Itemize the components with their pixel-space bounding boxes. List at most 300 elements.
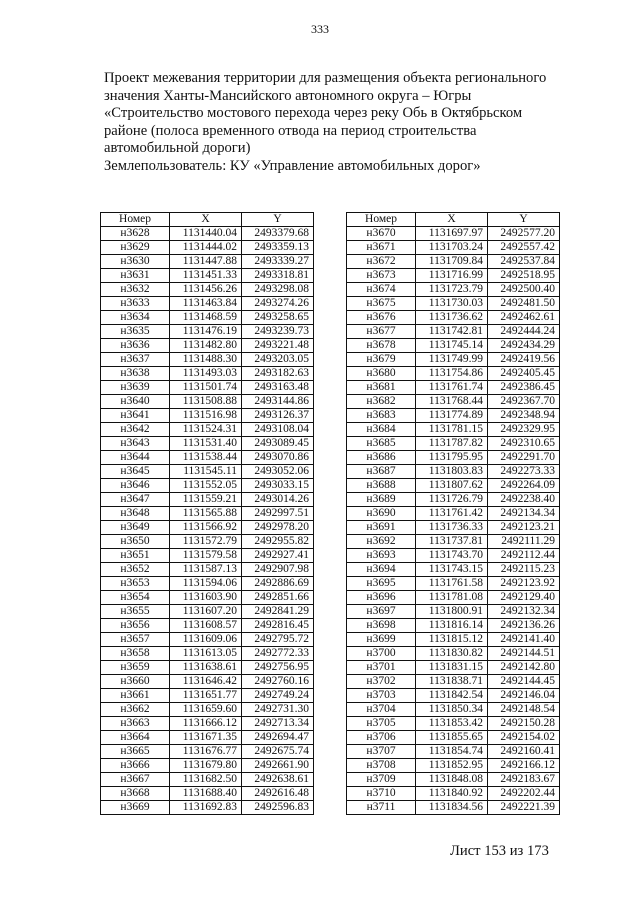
cell-y: 2492144.45	[488, 675, 560, 689]
table-row	[347, 563, 560, 577]
coordinates-table-left	[100, 212, 314, 815]
cell-point-number: н3686	[347, 451, 416, 465]
cell-point-number: н3681	[347, 381, 416, 395]
cell-x: 1131545.11	[170, 465, 242, 479]
cell-x: 1131607.20	[170, 605, 242, 619]
cell-y: 2492367.70	[488, 395, 560, 409]
table-row	[347, 619, 560, 633]
cell-point-number: н3671	[347, 241, 416, 255]
cell-y: 2492760.16	[242, 675, 314, 689]
cell-x: 1131493.03	[170, 367, 242, 381]
table-row	[347, 353, 560, 367]
cell-x: 1131516.98	[170, 409, 242, 423]
cell-y: 2492141.40	[488, 633, 560, 647]
cell-x: 1131482.80	[170, 339, 242, 353]
cell-point-number: н3632	[101, 283, 170, 297]
cell-point-number: н3674	[347, 283, 416, 297]
cell-y: 2492851.66	[242, 591, 314, 605]
cell-y: 2493014.26	[242, 493, 314, 507]
document-heading	[104, 70, 574, 176]
cell-y: 2493298.08	[242, 283, 314, 297]
cell-x: 1131838.71	[416, 675, 488, 689]
cell-y: 2492713.34	[242, 717, 314, 731]
cell-point-number: н3693	[347, 549, 416, 563]
cell-x: 1131781.15	[416, 423, 488, 437]
cell-point-number: н3638	[101, 367, 170, 381]
table-row	[101, 437, 314, 451]
cell-point-number: н3646	[101, 479, 170, 493]
cell-y: 2492123.92	[488, 577, 560, 591]
cell-y: 2492955.82	[242, 535, 314, 549]
cell-x: 1131468.59	[170, 311, 242, 325]
table-row	[347, 437, 560, 451]
cell-point-number: н3673	[347, 269, 416, 283]
cell-y: 2492146.04	[488, 689, 560, 703]
heading-line: районе (полоса временного отвода на период строительства	[104, 122, 477, 139]
cell-x: 1131659.60	[170, 703, 242, 717]
cell-x: 1131754.86	[416, 367, 488, 381]
table-row	[347, 661, 560, 675]
cell-point-number: н3659	[101, 661, 170, 675]
cell-point-number: н3691	[347, 521, 416, 535]
cell-y: 2493182.63	[242, 367, 314, 381]
cell-x: 1131726.79	[416, 493, 488, 507]
table-row	[347, 381, 560, 395]
cell-point-number: н3657	[101, 633, 170, 647]
cell-point-number: н3629	[101, 241, 170, 255]
cell-point-number: н3702	[347, 675, 416, 689]
cell-y: 2492616.48	[242, 787, 314, 801]
cell-point-number: н3670	[347, 227, 416, 241]
cell-y: 2492221.39	[488, 801, 560, 815]
cell-y: 2492264.09	[488, 479, 560, 493]
table-row	[347, 689, 560, 703]
cell-x: 1131646.42	[170, 675, 242, 689]
cell-y: 2493339.27	[242, 255, 314, 269]
cell-x: 1131761.58	[416, 577, 488, 591]
table-row	[101, 367, 314, 381]
cell-y: 2492183.67	[488, 773, 560, 787]
cell-point-number: н3654	[101, 591, 170, 605]
cell-x: 1131444.02	[170, 241, 242, 255]
cell-y: 2493108.04	[242, 423, 314, 437]
cell-x: 1131761.42	[416, 507, 488, 521]
cell-point-number: н3711	[347, 801, 416, 815]
table-row	[101, 479, 314, 493]
table-row	[101, 409, 314, 423]
cell-x: 1131538.44	[170, 451, 242, 465]
cell-point-number: н3641	[101, 409, 170, 423]
cell-y: 2492273.33	[488, 465, 560, 479]
cell-y: 2492115.23	[488, 563, 560, 577]
cell-y: 2493033.15	[242, 479, 314, 493]
cell-y: 2492997.51	[242, 507, 314, 521]
cell-x: 1131697.97	[416, 227, 488, 241]
cell-y: 2492386.45	[488, 381, 560, 395]
table-row	[347, 745, 560, 759]
cell-y: 2492661.90	[242, 759, 314, 773]
cell-x: 1131572.79	[170, 535, 242, 549]
table-row	[347, 633, 560, 647]
cell-y: 2493359.13	[242, 241, 314, 255]
cell-point-number: н3628	[101, 227, 170, 241]
cell-y: 2492148.54	[488, 703, 560, 717]
sheet-label: Лист 153 из 173	[450, 843, 549, 859]
table-row	[347, 297, 560, 311]
cell-x: 1131594.06	[170, 577, 242, 591]
cell-y: 2492434.29	[488, 339, 560, 353]
header-y: Y	[488, 213, 560, 227]
table-row	[347, 339, 560, 353]
table-row	[347, 591, 560, 605]
cell-y: 2492756.95	[242, 661, 314, 675]
table-row	[347, 675, 560, 689]
table-row	[347, 451, 560, 465]
cell-point-number: н3653	[101, 577, 170, 591]
cell-x: 1131566.92	[170, 521, 242, 535]
cell-x: 1131682.50	[170, 773, 242, 787]
table-row	[347, 241, 560, 255]
cell-y: 2492841.29	[242, 605, 314, 619]
cell-y: 2492142.80	[488, 661, 560, 675]
cell-x: 1131451.33	[170, 269, 242, 283]
cell-x: 1131565.88	[170, 507, 242, 521]
cell-point-number: н3690	[347, 507, 416, 521]
table-row	[101, 689, 314, 703]
cell-point-number: н3663	[101, 717, 170, 731]
table-row	[347, 409, 560, 423]
table-row	[347, 227, 560, 241]
cell-y: 2492444.24	[488, 325, 560, 339]
table-row	[347, 269, 560, 283]
cell-y: 2492134.34	[488, 507, 560, 521]
table-row	[101, 591, 314, 605]
table-row	[101, 353, 314, 367]
cell-point-number: н3700	[347, 647, 416, 661]
table-row	[101, 325, 314, 339]
cell-y: 2492310.65	[488, 437, 560, 451]
cell-x: 1131761.74	[416, 381, 488, 395]
table-row	[347, 717, 560, 731]
cell-x: 1131552.05	[170, 479, 242, 493]
cell-x: 1131679.80	[170, 759, 242, 773]
table-row	[347, 325, 560, 339]
cell-y: 2493163.48	[242, 381, 314, 395]
cell-x: 1131608.57	[170, 619, 242, 633]
cell-x: 1131852.95	[416, 759, 488, 773]
table-row	[101, 381, 314, 395]
cell-x: 1131676.77	[170, 745, 242, 759]
table-row	[347, 423, 560, 437]
cell-point-number: н3698	[347, 619, 416, 633]
cell-x: 1131816.14	[416, 619, 488, 633]
cell-point-number: н3701	[347, 661, 416, 675]
cell-y: 2493052.06	[242, 465, 314, 479]
cell-x: 1131800.91	[416, 605, 488, 619]
cell-x: 1131613.05	[170, 647, 242, 661]
cell-point-number: н3631	[101, 269, 170, 283]
cell-y: 2492419.56	[488, 353, 560, 367]
table-row	[101, 241, 314, 255]
cell-point-number: н3635	[101, 325, 170, 339]
cell-x: 1131587.13	[170, 563, 242, 577]
heading-line: значения Ханты-Мансийского автономного округа – Югры	[104, 87, 472, 104]
cell-y: 2492638.61	[242, 773, 314, 787]
cell-point-number: н3643	[101, 437, 170, 451]
table-row	[347, 283, 560, 297]
cell-point-number: н3695	[347, 577, 416, 591]
table-row	[101, 577, 314, 591]
cell-x: 1131842.54	[416, 689, 488, 703]
cell-x: 1131524.31	[170, 423, 242, 437]
cell-y: 2492462.61	[488, 311, 560, 325]
cell-point-number: н3656	[101, 619, 170, 633]
table-row	[101, 717, 314, 731]
table-row	[101, 507, 314, 521]
cell-x: 1131579.58	[170, 549, 242, 563]
cell-point-number: н3636	[101, 339, 170, 353]
cell-x: 1131559.21	[170, 493, 242, 507]
cell-y: 2492348.94	[488, 409, 560, 423]
table-row	[347, 521, 560, 535]
header-y: Y	[242, 213, 314, 227]
cell-point-number: н3655	[101, 605, 170, 619]
cell-y: 2492518.95	[488, 269, 560, 283]
table-row	[101, 647, 314, 661]
header-x: X	[170, 213, 242, 227]
cell-y: 2493379.68	[242, 227, 314, 241]
cell-x: 1131730.03	[416, 297, 488, 311]
cell-point-number: н3708	[347, 759, 416, 773]
cell-x: 1131508.88	[170, 395, 242, 409]
cell-x: 1131853.42	[416, 717, 488, 731]
cell-point-number: н3630	[101, 255, 170, 269]
table-row	[347, 493, 560, 507]
cell-point-number: н3665	[101, 745, 170, 759]
cell-x: 1131531.40	[170, 437, 242, 451]
table-row	[101, 465, 314, 479]
cell-x: 1131688.40	[170, 787, 242, 801]
cell-point-number: н3677	[347, 325, 416, 339]
cell-point-number: н3669	[101, 801, 170, 815]
cell-point-number: н3645	[101, 465, 170, 479]
table-row	[101, 619, 314, 633]
table-row	[347, 311, 560, 325]
cell-x: 1131723.79	[416, 283, 488, 297]
cell-x: 1131638.61	[170, 661, 242, 675]
table-row	[101, 423, 314, 437]
table-row	[101, 605, 314, 619]
cell-x: 1131815.12	[416, 633, 488, 647]
cell-x: 1131609.06	[170, 633, 242, 647]
table-row	[101, 549, 314, 563]
cell-x: 1131447.88	[170, 255, 242, 269]
cell-y: 2493144.86	[242, 395, 314, 409]
table-row	[101, 703, 314, 717]
header-number: Номер	[347, 213, 416, 227]
cell-y: 2493070.86	[242, 451, 314, 465]
cell-point-number: н3661	[101, 689, 170, 703]
cell-point-number: н3662	[101, 703, 170, 717]
table-header-row	[347, 213, 560, 227]
heading-line: автомобильной дороги)	[104, 140, 251, 157]
cell-x: 1131807.62	[416, 479, 488, 493]
cell-y: 2492132.34	[488, 605, 560, 619]
cell-x: 1131854.74	[416, 745, 488, 759]
cell-point-number: н3676	[347, 311, 416, 325]
cell-point-number: н3660	[101, 675, 170, 689]
cell-x: 1131787.82	[416, 437, 488, 451]
cell-point-number: н3709	[347, 773, 416, 787]
cell-x: 1131736.62	[416, 311, 488, 325]
table-row	[347, 801, 560, 815]
cell-point-number: н3666	[101, 759, 170, 773]
cell-y: 2492291.70	[488, 451, 560, 465]
table-row	[347, 773, 560, 787]
cell-x: 1131768.44	[416, 395, 488, 409]
cell-y: 2492694.47	[242, 731, 314, 745]
table-header-row	[101, 213, 314, 227]
table-row	[101, 339, 314, 353]
cell-point-number: н3678	[347, 339, 416, 353]
table-row	[101, 451, 314, 465]
cell-y: 2492795.72	[242, 633, 314, 647]
table-row	[347, 647, 560, 661]
table-row	[101, 395, 314, 409]
cell-point-number: н3699	[347, 633, 416, 647]
cell-x: 1131834.56	[416, 801, 488, 815]
cell-point-number: н3687	[347, 465, 416, 479]
table-row	[347, 479, 560, 493]
cell-y: 2492731.30	[242, 703, 314, 717]
table-row	[101, 493, 314, 507]
cell-x: 1131651.77	[170, 689, 242, 703]
cell-point-number: н3707	[347, 745, 416, 759]
cell-y: 2492202.44	[488, 787, 560, 801]
table-row	[347, 577, 560, 591]
table-row	[347, 465, 560, 479]
table-row	[347, 605, 560, 619]
cell-point-number: н3697	[347, 605, 416, 619]
table-row	[347, 255, 560, 269]
cell-x: 1131456.26	[170, 283, 242, 297]
cell-y: 2492136.26	[488, 619, 560, 633]
table-row	[101, 787, 314, 801]
cell-y: 2492166.12	[488, 759, 560, 773]
cell-point-number: н3642	[101, 423, 170, 437]
table-row	[347, 787, 560, 801]
table-row	[347, 731, 560, 745]
cell-x: 1131855.65	[416, 731, 488, 745]
cell-x: 1131850.34	[416, 703, 488, 717]
cell-x: 1131501.74	[170, 381, 242, 395]
table-row	[101, 801, 314, 815]
cell-y: 2493318.81	[242, 269, 314, 283]
cell-x: 1131716.99	[416, 269, 488, 283]
cell-y: 2492329.95	[488, 423, 560, 437]
cell-x: 1131737.81	[416, 535, 488, 549]
cell-x: 1131440.04	[170, 227, 242, 241]
table-row	[347, 549, 560, 563]
header-number: Номер	[101, 213, 170, 227]
cell-point-number: н3685	[347, 437, 416, 451]
page-number: 333	[311, 22, 329, 36]
cell-point-number: н3692	[347, 535, 416, 549]
cell-point-number: н3650	[101, 535, 170, 549]
cell-point-number: н3658	[101, 647, 170, 661]
cell-x: 1131774.89	[416, 409, 488, 423]
cell-x: 1131666.12	[170, 717, 242, 731]
cell-point-number: н3689	[347, 493, 416, 507]
cell-point-number: н3683	[347, 409, 416, 423]
cell-x: 1131703.24	[416, 241, 488, 255]
table-row	[101, 535, 314, 549]
cell-y: 2492123.21	[488, 521, 560, 535]
cell-x: 1131781.08	[416, 591, 488, 605]
table-row	[101, 675, 314, 689]
cell-point-number: н3684	[347, 423, 416, 437]
cell-point-number: н3652	[101, 563, 170, 577]
cell-point-number: н3672	[347, 255, 416, 269]
cell-y: 2492112.44	[488, 549, 560, 563]
cell-y: 2492596.83	[242, 801, 314, 815]
cell-point-number: н3667	[101, 773, 170, 787]
cell-y: 2492816.45	[242, 619, 314, 633]
cell-y: 2493258.65	[242, 311, 314, 325]
table-row	[101, 773, 314, 787]
cell-point-number: н3679	[347, 353, 416, 367]
cell-x: 1131831.15	[416, 661, 488, 675]
table-row	[101, 227, 314, 241]
cell-x: 1131743.15	[416, 563, 488, 577]
cell-y: 2492907.98	[242, 563, 314, 577]
cell-point-number: н3705	[347, 717, 416, 731]
cell-y: 2492144.51	[488, 647, 560, 661]
cell-point-number: н3675	[347, 297, 416, 311]
cell-x: 1131795.95	[416, 451, 488, 465]
cell-point-number: н3703	[347, 689, 416, 703]
cell-y: 2492577.20	[488, 227, 560, 241]
cell-point-number: н3637	[101, 353, 170, 367]
table-row	[101, 521, 314, 535]
cell-point-number: н3696	[347, 591, 416, 605]
cell-x: 1131830.82	[416, 647, 488, 661]
cell-y: 2492749.24	[242, 689, 314, 703]
table-row	[347, 703, 560, 717]
table-row	[347, 367, 560, 381]
cell-x: 1131840.92	[416, 787, 488, 801]
table-row	[101, 759, 314, 773]
cell-y: 2492154.02	[488, 731, 560, 745]
cell-x: 1131745.14	[416, 339, 488, 353]
table-row	[347, 535, 560, 549]
cell-point-number: н3668	[101, 787, 170, 801]
cell-point-number: н3640	[101, 395, 170, 409]
cell-point-number: н3651	[101, 549, 170, 563]
cell-x: 1131749.99	[416, 353, 488, 367]
cell-point-number: н3704	[347, 703, 416, 717]
coordinates-table-right	[346, 212, 560, 815]
cell-x: 1131671.35	[170, 731, 242, 745]
cell-y: 2492927.41	[242, 549, 314, 563]
table-row	[101, 311, 314, 325]
cell-y: 2492557.42	[488, 241, 560, 255]
cell-y: 2492111.29	[488, 535, 560, 549]
cell-point-number: н3647	[101, 493, 170, 507]
table-row	[101, 255, 314, 269]
heading-line: Проект межевания территории для размещения объекта регионального	[104, 70, 547, 86]
table-row	[101, 563, 314, 577]
